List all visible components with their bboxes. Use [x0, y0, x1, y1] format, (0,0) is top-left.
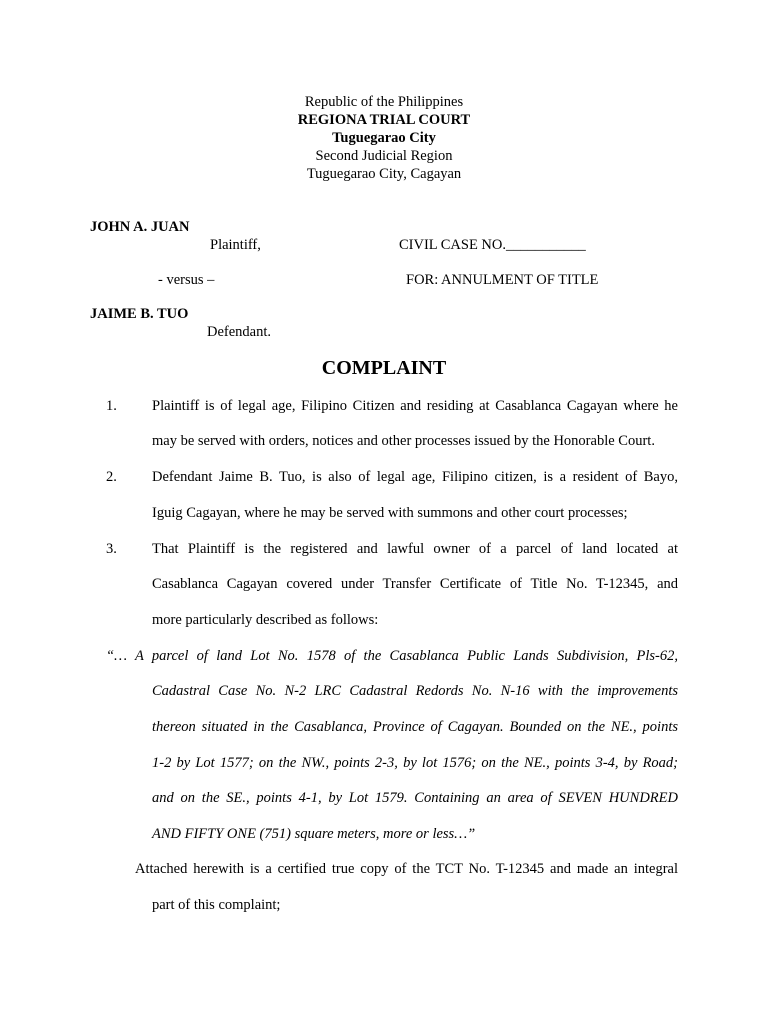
plaintiff-name: JOHN A. JUAN [90, 219, 190, 235]
paragraph-1-line-1: Plaintiff is of legal age, Filipino Citizen and residing at Casablanca Cagayan where he [152, 398, 678, 414]
quote-open-mark: “… [106, 648, 127, 664]
quote-line-4: 1-2 by Lot 1577; on the NW., points 2-3, by lot 1576; on the NE., points 3-4, by Road; [152, 755, 678, 771]
defendant-label: Defendant. [207, 324, 272, 340]
quote-line-3: thereon situated in the Casablanca, Province of Cagayan. Bounded on the NE., points [152, 719, 678, 735]
quote-line-1: A parcel of land Lot No. 1578 of the Casablanca Public Lands Subdivision, Pls-62, [135, 648, 678, 664]
paragraph-3-line-1: That Plaintiff is the registered and lawful owner of a parcel of land located at [152, 541, 678, 557]
header-republic: Republic of the Philippines [304, 94, 464, 110]
document-title: COMPLAINT [321, 357, 447, 379]
header-court: REGIONA TRIAL COURT [297, 112, 471, 128]
paragraph-2-line-2: Iguig Cagayan, where he may be served with summons and other court processes; [152, 505, 628, 521]
quote-line-5: and on the SE., points 4-1, by Lot 1579. Containing an area of SEVEN HUNDRED [152, 790, 678, 806]
paragraph-2-number: 2. [106, 469, 117, 485]
quote-line-6: AND FIFTY ONE (751) square meters, more or less…” [152, 826, 476, 842]
paragraph-2-line-1: Defendant Jaime B. Tuo, is also of legal age, Filipino citizen, is a resident of Bayo, [152, 469, 678, 485]
paragraph-3-line-2: Casablanca Cagayan covered under Transfer Certificate of Title No. T-12345, and [152, 576, 678, 592]
paragraph-1-number: 1. [106, 398, 117, 414]
paragraph-3-line-3: more particularly described as follows: [152, 612, 379, 628]
paragraph-3-number: 3. [106, 541, 117, 557]
quote-line-2: Cadastral Case No. N-2 LRC Cadastral Redords No. N-16 with the improvements [152, 683, 678, 699]
header-location: Tuguegarao City, Cagayan [306, 166, 462, 182]
civil-case-number: CIVIL CASE NO.___________ [399, 237, 586, 253]
paragraph-1-line-2: may be served with orders, notices and other processes issued by the Honorable Court. [152, 433, 655, 449]
case-subject: FOR: ANNULMENT OF TITLE [406, 272, 599, 288]
attachment-line-2: part of this complaint; [152, 897, 281, 913]
defendant-name: JAIME B. TUO [90, 306, 189, 322]
plaintiff-label: Plaintiff, [210, 237, 261, 253]
header-region: Second Judicial Region [315, 148, 453, 164]
header-city: Tuguegarao City [332, 130, 436, 146]
attachment-line-1: Attached herewith is a certified true copy of the TCT No. T-12345 and made an integral [135, 861, 678, 877]
versus-label: - versus – [158, 272, 215, 288]
